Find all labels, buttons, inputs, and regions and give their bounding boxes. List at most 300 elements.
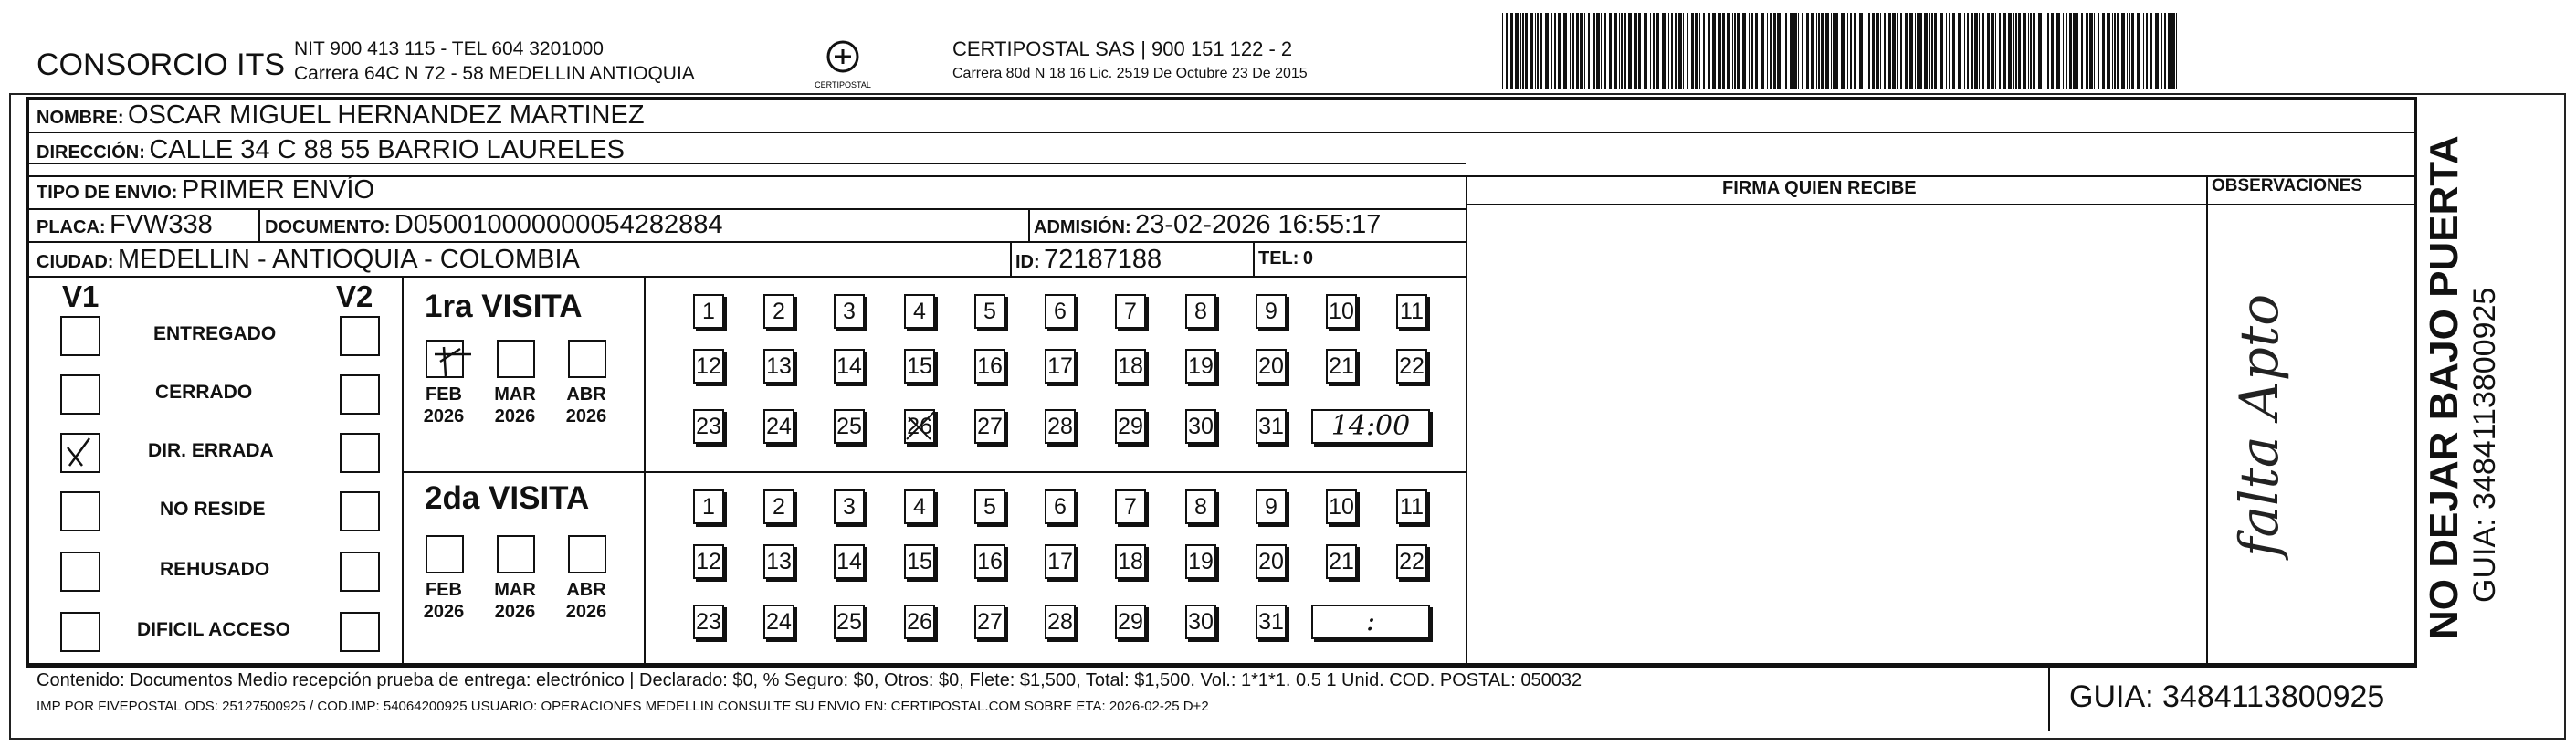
day-box[interactable]: 8	[1185, 294, 1216, 329]
status-label: CERRADO	[155, 382, 253, 403]
day-box[interactable]: 26	[904, 409, 935, 444]
barcode-bar	[1662, 13, 1666, 89]
day-box[interactable]: 21	[1326, 349, 1357, 384]
barcode-bar	[2028, 13, 2029, 89]
placa-label: PLACA:	[37, 217, 106, 237]
barcode-bar	[2168, 13, 2171, 89]
v1-checkbox[interactable]	[60, 374, 100, 415]
barcode-bar	[1876, 13, 1879, 89]
barcode-bar	[1880, 13, 1881, 89]
barcode-bar	[2018, 13, 2021, 89]
barcode-bar	[1798, 13, 1799, 89]
barcode-bar	[1525, 13, 1528, 89]
address-line: Carrera 64C N 72 - 58 MEDELLIN ANTIOQUIA	[294, 63, 695, 84]
barcode-bar	[1732, 13, 1733, 89]
barcode-bar	[1718, 13, 1719, 89]
barcode-bar	[1691, 13, 1694, 89]
barcode-bar	[1540, 13, 1542, 89]
barcode-bar	[1619, 13, 1620, 89]
day-box[interactable]: 22	[1396, 544, 1427, 579]
barcode-bar	[2077, 13, 2078, 89]
month-label	[559, 579, 614, 623]
placa-value: FVW338	[110, 210, 213, 239]
month-label	[559, 384, 614, 427]
barcode-bar	[2089, 13, 2093, 89]
barcode-bar	[1946, 13, 1947, 89]
barcode-bar	[1635, 13, 1637, 89]
day-box[interactable]: 24	[763, 605, 794, 639]
barcode-bar	[1570, 13, 1571, 89]
barcode-bar	[2033, 13, 2035, 89]
v2-checkbox[interactable]	[340, 491, 380, 531]
month-checkbox[interactable]	[497, 340, 535, 378]
barcode-bar	[1833, 13, 1835, 89]
barcode-bar	[2102, 13, 2105, 89]
month-name: ABR	[566, 384, 606, 405]
day-box[interactable]: 28	[1045, 409, 1076, 444]
barcode-bar	[2023, 13, 2026, 89]
barcode-bar	[1884, 13, 1886, 89]
barcode-bar	[2056, 13, 2060, 89]
day-box[interactable]: 17	[1045, 349, 1076, 384]
barcode-bar	[1847, 13, 1848, 89]
barcode-bar	[1949, 13, 1950, 89]
month-checkbox[interactable]	[497, 535, 535, 573]
day-box[interactable]: 11	[1396, 294, 1427, 329]
day-box[interactable]: 29	[1115, 409, 1146, 444]
day-box[interactable]: 5	[974, 294, 1005, 329]
barcode-bar	[2117, 13, 2119, 89]
certi-address: Carrera 80d N 18 16 Lic. 2519 De Octubre 23 De 2015	[952, 66, 1308, 81]
barcode-bar	[2114, 13, 2116, 89]
v1-checkbox[interactable]	[60, 316, 100, 356]
barcode-bar	[1995, 13, 1996, 89]
barcode-bar	[1909, 13, 1913, 89]
month-name: MAR	[494, 580, 536, 600]
barcode-bar	[1816, 13, 1817, 89]
barcode-bar	[1708, 13, 1710, 89]
barcode-bar	[1931, 13, 1933, 89]
barcode-bar	[1537, 13, 1539, 89]
day-box[interactable]: 27	[974, 605, 1005, 639]
barcode-bar	[1668, 13, 1669, 89]
month-name: FEB	[426, 384, 462, 405]
month-year: 2026	[423, 602, 465, 622]
barcode-bar	[1929, 13, 1930, 89]
barcode-bar	[1554, 13, 1556, 89]
barcode-bar	[1777, 13, 1781, 89]
barcode-bar	[2161, 13, 2162, 89]
day-box[interactable]: 27	[974, 409, 1005, 444]
day-box[interactable]: 2	[763, 294, 794, 329]
day-box[interactable]: 23	[693, 409, 724, 444]
day-box[interactable]: 6	[1045, 489, 1076, 524]
barcode-bar	[1678, 13, 1682, 89]
day-box[interactable]: 8	[1185, 489, 1216, 524]
nombre-row	[37, 100, 645, 131]
barcode-bar	[1958, 13, 1961, 89]
barcode-bar	[1905, 13, 1908, 89]
barcode-bar	[1850, 13, 1852, 89]
ciudad-row	[37, 245, 580, 275]
barcode-bar	[2069, 13, 2072, 89]
day-box[interactable]: 18	[1115, 349, 1146, 384]
day-box[interactable]: 1	[693, 489, 724, 524]
day-box[interactable]: 29	[1115, 605, 1146, 639]
day-box[interactable]: 13	[763, 544, 794, 579]
form-frame	[26, 97, 2417, 666]
barcode-bar	[1576, 13, 1579, 89]
day-box[interactable]: 11	[1396, 489, 1427, 524]
barcode-bar	[1831, 13, 1832, 89]
barcode-bar	[2176, 13, 2177, 89]
documento-row	[265, 210, 723, 240]
barcode-bar	[1604, 13, 1606, 89]
barcode-bar	[2164, 13, 2166, 89]
month-name: MAR	[494, 384, 536, 405]
certi-line: CERTIPOSTAL SAS | 900 151 122 - 2	[952, 37, 1293, 60]
barcode-bar	[1695, 13, 1698, 89]
footer-guia: GUIA: 3484113800925	[2069, 679, 2385, 714]
v1-checkbox[interactable]	[60, 433, 100, 473]
barcode-bar	[1584, 13, 1585, 89]
barcode-bar	[1634, 13, 1635, 89]
first-visit-title: 1ra VISITA	[425, 289, 583, 324]
day-box[interactable]: 10	[1326, 489, 1357, 524]
day-box[interactable]: 24	[763, 409, 794, 444]
day-box[interactable]: 17	[1045, 544, 1076, 579]
day-box[interactable]: 7	[1115, 294, 1146, 329]
barcode-bar	[1687, 13, 1688, 89]
barcode-bar	[1835, 13, 1838, 89]
barcode-bar	[1727, 13, 1730, 89]
side-guia: GUIA: 3484113800925	[2467, 287, 2502, 603]
day-box[interactable]: 30	[1185, 409, 1216, 444]
barcode-bar	[2051, 13, 2054, 89]
month-name: ABR	[566, 580, 606, 600]
day-box[interactable]: 31	[1256, 409, 1287, 444]
day-box[interactable]: 6	[1045, 294, 1076, 329]
barcode-bar	[2015, 13, 2017, 89]
id-label: ID:	[1015, 252, 1040, 272]
barcode-bar	[1535, 13, 1536, 89]
v2-checkbox[interactable]	[340, 433, 380, 473]
barcode-bar	[2146, 13, 2148, 89]
barcode-bar	[1790, 13, 1793, 89]
id-value: 72187188	[1044, 245, 1162, 274]
certipostal-info	[952, 37, 1308, 86]
day-box[interactable]: 18	[1115, 544, 1146, 579]
day-box[interactable]: 23	[693, 605, 724, 639]
barcode-bar	[2038, 13, 2042, 89]
status-label: DIFICIL ACCESO	[137, 619, 291, 640]
day-box[interactable]: 9	[1256, 294, 1287, 329]
day-box[interactable]: 21	[1326, 544, 1357, 579]
barcode-bar	[1952, 13, 1955, 89]
tel-label: TEL:	[1258, 248, 1299, 268]
direccion-value: CALLE 34 C 88 55 BARRIO LAURELES	[149, 135, 625, 164]
barcode-bar	[1593, 13, 1595, 89]
certipostal-logo-icon	[811, 35, 875, 99]
day-box[interactable]: 9	[1256, 489, 1287, 524]
barcode-bar	[2121, 13, 2125, 89]
day-box[interactable]: 14	[834, 544, 865, 579]
status-label: NO RESIDE	[160, 499, 266, 520]
barcode-bar	[1773, 13, 1776, 89]
barcode-bar	[1621, 13, 1623, 89]
barcode-bar	[1749, 13, 1750, 89]
day-box[interactable]: 15	[904, 349, 935, 384]
barcode-bar	[1506, 13, 1508, 89]
barcode-bar	[1712, 13, 1716, 89]
barcode-bar	[1841, 13, 1845, 89]
day-box[interactable]: 20	[1256, 349, 1287, 384]
barcode-bar	[1530, 13, 1533, 89]
status-label: REHUSADO	[160, 559, 270, 580]
barcode-bar	[1940, 13, 1943, 89]
month-label	[416, 579, 471, 623]
barcode-bar	[2081, 13, 2083, 89]
barcode-bar	[2150, 13, 2152, 89]
day-box[interactable]: 16	[974, 349, 1005, 384]
barcode-bar	[2129, 13, 2130, 89]
day-box[interactable]: 12	[693, 349, 724, 384]
day-box[interactable]: 16	[974, 544, 1005, 579]
barcode-bar	[2131, 13, 2134, 89]
tel-row	[1258, 248, 1313, 269]
barcode-bar	[1719, 13, 1721, 89]
tipo-value: PRIMER ENVÍO	[181, 175, 375, 205]
barcode-bar	[1515, 13, 1519, 89]
barcode-bar	[1806, 13, 1809, 89]
direccion-label: DIRECCIÓN:	[37, 142, 145, 163]
barcode-bar	[1888, 13, 1891, 89]
time-box[interactable]: 14:00	[1311, 409, 1430, 444]
barcode-bar	[1650, 13, 1651, 89]
day-box[interactable]: 5	[974, 489, 1005, 524]
day-box[interactable]: 20	[1256, 544, 1287, 579]
company-name: CONSORCIO ITS	[37, 47, 286, 82]
barcode-bar	[1859, 13, 1863, 89]
barcode-bar	[1811, 13, 1814, 89]
day-box[interactable]: 4	[904, 489, 935, 524]
admision-label: ADMISIÓN:	[1034, 217, 1131, 237]
placa-row	[37, 210, 213, 240]
barcode-bar	[1991, 13, 1994, 89]
v2-checkbox[interactable]	[340, 374, 380, 415]
barcode-bar	[1601, 13, 1602, 89]
barcode-bar	[1638, 13, 1641, 89]
admision-value: 23-02-2026 16:55:17	[1135, 210, 1382, 239]
barcode-bar	[1987, 13, 1990, 89]
barcode-bar	[2086, 13, 2088, 89]
barcode-bar	[1971, 13, 1973, 89]
day-box[interactable]: 30	[1185, 605, 1216, 639]
barcode-bar	[1614, 13, 1617, 89]
v1-checkbox[interactable]	[60, 612, 100, 652]
day-box[interactable]: 2	[763, 489, 794, 524]
barcode-bar	[1979, 13, 1980, 89]
month-checkbox[interactable]	[568, 535, 606, 573]
firma-label: FIRMA QUIEN RECIBE	[1722, 178, 1917, 198]
month-year: 2026	[565, 602, 607, 622]
barcode-bar	[1854, 13, 1856, 89]
day-box[interactable]: 1	[693, 294, 724, 329]
day-box[interactable]: 19	[1185, 544, 1216, 579]
barcode-bar	[1900, 13, 1902, 89]
barcode-bar	[2137, 13, 2140, 89]
barcode-bar	[1572, 13, 1574, 89]
month-label	[488, 384, 542, 427]
barcode-bar	[1825, 13, 1829, 89]
time-box[interactable]: :	[1311, 605, 1430, 639]
barcode-bar	[1818, 13, 1820, 89]
barcode-bar	[1510, 13, 1513, 89]
barcode-bar	[1761, 13, 1764, 89]
barcode-bar	[1580, 13, 1583, 89]
barcode	[1502, 13, 2184, 89]
barcode-bar	[2171, 13, 2175, 89]
day-box[interactable]: 19	[1185, 349, 1216, 384]
barcode-bar	[2155, 13, 2159, 89]
day-box[interactable]: 31	[1256, 605, 1287, 639]
barcode-bar	[1915, 13, 1916, 89]
footer-line-1: Contenido: Documentos Medio recepción prueba de entrega: electrónico | Declarado: $0, % Seguro: $0, Otros: $0, Flete: $1,500, Total: $1,500. Vol.: 1*1*1. 0.5 1 Unid. COD. POSTAL: 050032	[37, 670, 1582, 690]
month-checkbox[interactable]	[568, 340, 606, 378]
barcode-bar	[1656, 13, 1659, 89]
day-box[interactable]: 14	[834, 349, 865, 384]
barcode-bar	[2073, 13, 2077, 89]
barcode-bar	[1522, 13, 1524, 89]
barcode-bar	[2063, 13, 2064, 89]
ciudad-label: CIUDAD:	[37, 252, 114, 272]
month-checkbox[interactable]	[426, 340, 464, 378]
barcode-bar	[1934, 13, 1937, 89]
day-box[interactable]: 10	[1326, 294, 1357, 329]
barcode-bar	[1751, 13, 1753, 89]
observaciones-handwritten: falta Apto	[2228, 293, 2290, 557]
month-checkbox[interactable]	[426, 535, 464, 573]
nombre-label: NOMBRE:	[37, 108, 124, 128]
barcode-bar	[1502, 13, 1503, 89]
barcode-bar	[1872, 13, 1875, 89]
month-year: 2026	[494, 406, 536, 426]
month-label	[488, 579, 542, 623]
barcode-bar	[1917, 13, 1919, 89]
barcode-bar	[2094, 13, 2095, 89]
documento-value: D050010000000054282884	[394, 210, 723, 239]
barcode-bar	[1892, 13, 1896, 89]
barcode-bar	[1609, 13, 1612, 89]
status-label: DIR. ERRADA	[148, 440, 274, 461]
day-box[interactable]: 25	[834, 605, 865, 639]
barcode-bar	[1737, 13, 1740, 89]
day-box[interactable]: 7	[1115, 489, 1146, 524]
barcode-bar	[2047, 13, 2049, 89]
id-row	[1015, 245, 1162, 275]
admision-row	[1034, 210, 1381, 240]
month-year: 2026	[423, 406, 465, 426]
day-box[interactable]: 3	[834, 294, 865, 329]
v2-checkbox[interactable]	[340, 552, 380, 592]
barcode-bar	[2008, 13, 2012, 89]
v2-header: V2	[336, 279, 373, 313]
nit-line: NIT 900 413 115 - TEL 604 3201000	[294, 38, 604, 59]
barcode-bar	[1924, 13, 1928, 89]
barcode-bar	[1520, 13, 1521, 89]
barcode-bar	[1802, 13, 1803, 89]
barcode-bar	[1699, 13, 1700, 89]
barcode-bar	[1675, 13, 1677, 89]
barcode-bar	[1722, 13, 1725, 89]
month-year: 2026	[494, 602, 536, 622]
footer-line-2: IMP POR FIVEPOSTAL ODS: 25127500925 / COD.IMP: 54064200925 USUARIO: OPERACIONES MEDELLIN CONSULTE SU ENVIO EN: CERTIPOSTAL.COM SOBRE ETA: 2026-02-25 D+2	[37, 699, 1209, 714]
direccion-row	[37, 135, 625, 165]
barcode-bar	[2003, 13, 2006, 89]
day-box[interactable]: 12	[693, 544, 724, 579]
tel-value: 0	[1302, 248, 1314, 268]
barcode-bar	[1967, 13, 1969, 89]
barcode-bar	[1742, 13, 1746, 89]
barcode-bar	[2143, 13, 2144, 89]
status-label: ENTREGADO	[153, 323, 277, 344]
v2-checkbox[interactable]	[340, 612, 380, 652]
barcode-bar	[1703, 13, 1705, 89]
barcode-bar	[1755, 13, 1758, 89]
v1-checkbox[interactable]	[60, 552, 100, 592]
barcode-bar	[1588, 13, 1590, 89]
day-box[interactable]: 15	[904, 544, 935, 579]
barcode-bar	[2030, 13, 2032, 89]
barcode-bar	[1770, 13, 1772, 89]
documento-label: DOCUMENTO:	[265, 217, 391, 237]
barcode-bar	[1964, 13, 1965, 89]
observaciones-label: OBSERVACIONES	[2212, 176, 2363, 195]
tipo-label: TIPO DE ENVIO:	[37, 183, 178, 203]
barcode-bar	[1734, 13, 1736, 89]
barcode-bar	[1868, 13, 1870, 89]
second-visit-title: 2da VISITA	[425, 480, 590, 516]
barcode-bar	[1785, 13, 1787, 89]
barcode-bar	[1919, 13, 1922, 89]
day-box[interactable]: 25	[834, 409, 865, 444]
day-box[interactable]: 3	[834, 489, 865, 524]
barcode-bar	[1793, 13, 1797, 89]
barcode-bar	[1683, 13, 1684, 89]
barcode-bar	[1767, 13, 1768, 89]
day-box[interactable]: 26	[904, 605, 935, 639]
barcode-bar	[1671, 13, 1673, 89]
day-box[interactable]: 22	[1396, 349, 1427, 384]
barcode-bar	[1653, 13, 1655, 89]
v1-checkbox[interactable]	[60, 491, 100, 531]
day-box[interactable]: 13	[763, 349, 794, 384]
barcode-bar	[1628, 13, 1632, 89]
day-box[interactable]: 4	[904, 294, 935, 329]
nombre-value: OSCAR MIGUEL HERNANDEZ MARTINEZ	[128, 100, 645, 130]
ciudad-value: MEDELLIN - ANTIOQUIA - COLOMBIA	[117, 245, 580, 274]
barcode-bar	[1551, 13, 1552, 89]
barcode-bar	[1974, 13, 1978, 89]
barcode-bar	[1624, 13, 1626, 89]
v2-checkbox[interactable]	[340, 316, 380, 356]
barcode-bar	[1644, 13, 1647, 89]
day-box[interactable]: 28	[1045, 605, 1076, 639]
barcode-bar	[1558, 13, 1561, 89]
no-dejar-text: NO DEJAR BAJO PUERTA	[2422, 135, 2466, 639]
barcode-bar	[1982, 13, 1984, 89]
month-label	[416, 384, 471, 427]
